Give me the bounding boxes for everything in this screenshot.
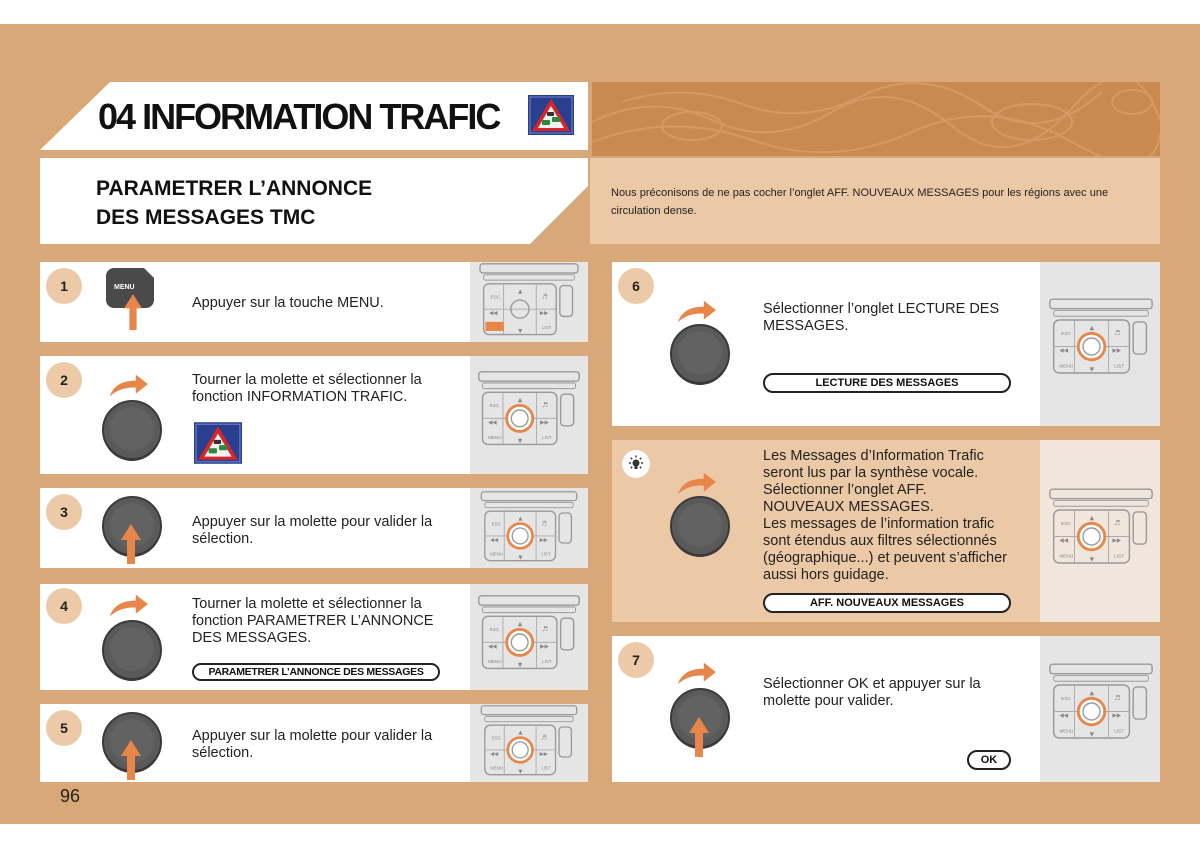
tip-line: Les Messages d’Information Trafic <box>763 448 984 464</box>
step-5-line2: sélection. <box>192 745 254 761</box>
dial-knob-icon <box>668 322 732 386</box>
tip-line: sont étendus aux filtres sélectionnés <box>763 533 997 549</box>
tip-line: (géographique...) et peuvent s’afficher <box>763 550 1007 566</box>
radio-diagram-6 <box>1048 296 1154 380</box>
page-number: 96 <box>60 786 81 806</box>
press-arrow-icon <box>121 740 141 780</box>
step-4-line2: fonction PARAMETRER L’ANNONCE <box>192 613 434 629</box>
chapter-title: INFORMATION TRAFIC <box>142 96 500 137</box>
tip-text <box>763 448 1007 584</box>
menu-key-label: MENU <box>114 284 135 291</box>
tip-line: Sélectionner l’onglet AFF. <box>763 482 927 498</box>
step-text-6 <box>763 301 999 335</box>
step-number-3: 3 <box>46 494 82 530</box>
step-number-1: 1 <box>46 268 82 304</box>
tip-line: aussi hors guidage. <box>763 567 889 583</box>
step-3-line2: sélection. <box>192 531 254 547</box>
rotate-arrow-icon <box>106 372 150 398</box>
lightbulb-icon <box>622 450 650 478</box>
step-7-line2: molette pour valider. <box>763 693 894 709</box>
traffic-info-icon <box>194 422 242 464</box>
rotate-arrow-icon <box>106 592 150 618</box>
radio-diagram-2 <box>476 370 582 450</box>
press-arrow-icon <box>123 294 143 330</box>
rotate-arrow-icon <box>674 470 718 496</box>
page-title <box>98 96 499 138</box>
radio-diagram-3 <box>476 490 582 566</box>
step-text-2 <box>192 372 422 406</box>
press-arrow-icon <box>121 524 141 564</box>
step-number-6: 6 <box>618 268 654 304</box>
radio-diagram-4 <box>476 594 582 674</box>
step-7-line1: Sélectionner OK et appuyer sur la <box>763 676 981 692</box>
step-text-3 <box>192 514 432 548</box>
step-2-line1: Tourner la molette et sélectionner la <box>192 372 422 388</box>
dial-knob-icon <box>100 398 164 462</box>
menu-option-aff-nouveaux-messages[interactable]: AFF. NOUVEAUX MESSAGES <box>763 593 1011 613</box>
dial-knob-icon <box>100 618 164 682</box>
menu-option-lecture-messages[interactable]: LECTURE DES MESSAGES <box>763 373 1011 393</box>
radio-diagram-5 <box>476 704 582 780</box>
step-4-line3: DES MESSAGES. <box>192 630 312 646</box>
decorative-map-band <box>592 82 1160 156</box>
traffic-warning-icon <box>528 95 574 135</box>
press-arrow-icon <box>689 716 709 758</box>
tip-line: NOUVEAUX MESSAGES. <box>763 499 934 515</box>
radio-diagram-7 <box>1048 660 1154 746</box>
section-title <box>96 174 372 232</box>
ok-button[interactable]: OK <box>967 750 1011 770</box>
radio-diagram-1 <box>476 262 582 340</box>
step-4-line1: Tourner la molette et sélectionner la <box>192 596 422 612</box>
menu-option-parametrer-annonce[interactable]: PARAMETRER L’ANNONCE DES MESSAGES <box>192 663 440 681</box>
step-text-5 <box>192 728 432 762</box>
step-number-2: 2 <box>46 362 82 398</box>
step-number-7: 7 <box>618 642 654 678</box>
section-title-line2: DES MESSAGES TMC <box>96 206 316 229</box>
dial-knob-icon <box>668 494 732 558</box>
step-text-1: Appuyer sur la touche MENU. <box>192 295 384 311</box>
tip-line: seront lus par la synthèse vocale. <box>763 465 979 481</box>
step-2-line2: fonction INFORMATION TRAFIC. <box>192 389 408 405</box>
note-text: Nous préconisons de ne pas cocher l’onglet AFF. NOUVEAUX MESSAGES pour les régions avec une circulation dense. <box>611 187 1109 217</box>
step-number-4: 4 <box>46 588 82 624</box>
rotate-arrow-icon <box>674 298 718 324</box>
step-6-line1: Sélectionner l’onglet LECTURE DES <box>763 301 1000 317</box>
step-6-line2: MESSAGES. <box>763 318 849 334</box>
rotate-arrow-icon <box>674 660 718 686</box>
step-5-line1: Appuyer sur la molette pour valider la <box>192 728 433 744</box>
step-text-4 <box>192 596 433 647</box>
radio-diagram-tip <box>1048 486 1154 570</box>
tip-line: Les messages de l’information trafic <box>763 516 995 532</box>
step-number-5: 5 <box>46 710 82 746</box>
chapter-number: 04 <box>98 96 135 137</box>
step-text-7 <box>763 676 981 710</box>
section-title-line1: PARAMETRER L’ANNONCE <box>96 177 373 200</box>
step-3-line1: Appuyer sur la molette pour valider la <box>192 514 433 530</box>
